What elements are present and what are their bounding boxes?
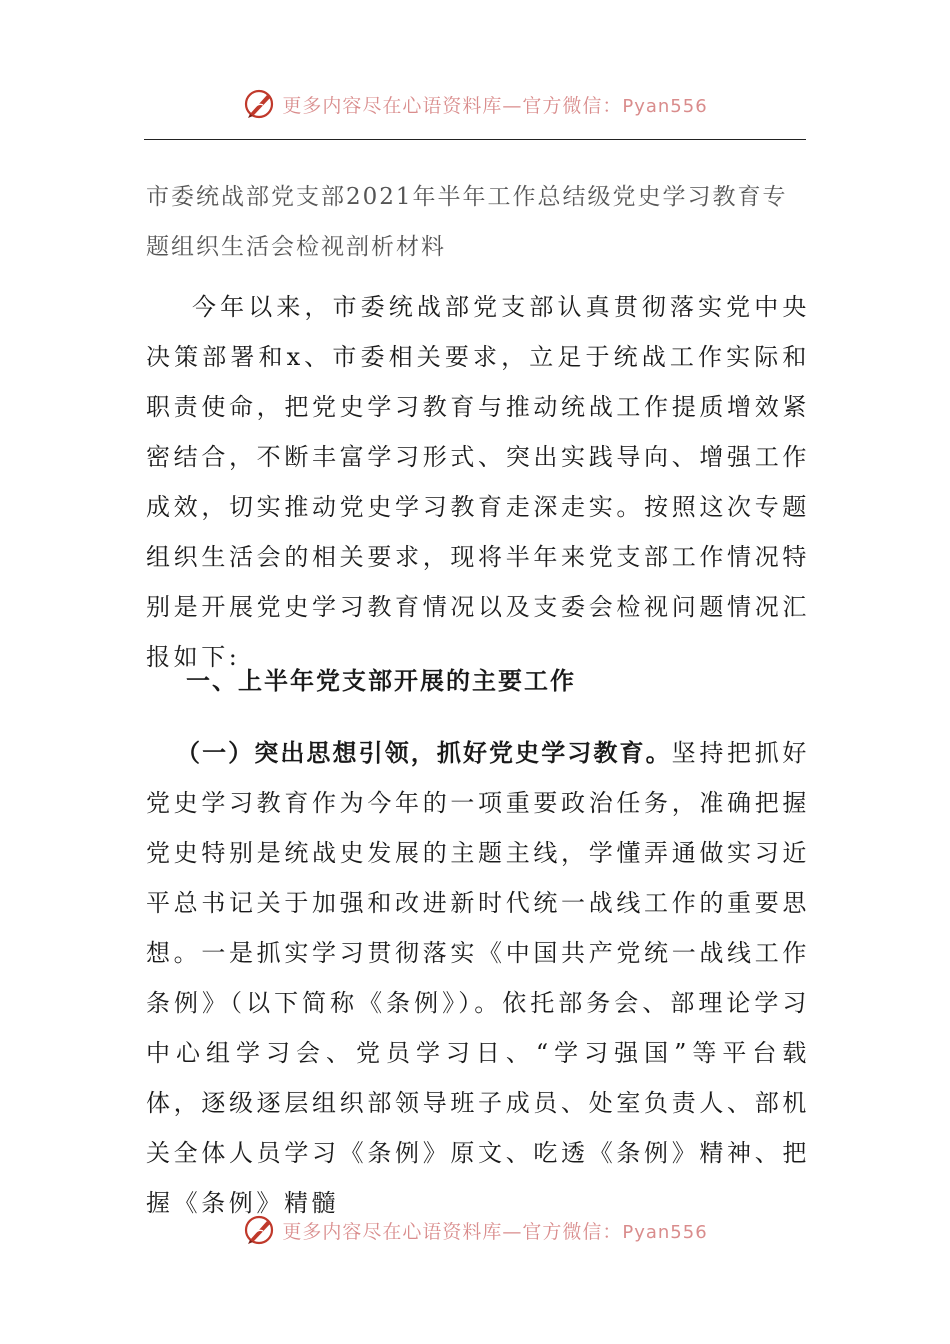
- subsection-body: 坚持把抓好党史学习教育作为今年的一项重要政治任务，准确把握党史特别是统战史发展的主题主线，学懂弄通做实习近平总书记关于加强和改进新时代统一战线工作的重要思想。一是抓实学习贯彻落实《中国共产党统一战线工作条例》（以下简称《条例》）。依托部务会、部理论学习中心组学习会、党员学习日、“学习强国”等平台载体，逐级逐层组织部领导班子成员、处室负责人、部机关全体人员学习《条例》原文、吃透《条例》精神、把握《条例》精髓: [146, 739, 811, 1217]
- watermark-text: 更多内容尽在心语资料库—官方微信：Pyan556: [282, 1220, 708, 1243]
- section-heading: 一、上半年党支部开展的主要工作: [186, 667, 576, 695]
- pen-logo-icon: [242, 87, 276, 121]
- header-divider: [144, 139, 806, 140]
- document-title: 市委统战部党支部2021年半年工作总结级党史学习教育专题组织生活会检视剖析材料: [146, 184, 788, 260]
- intro-paragraph: 今年以来，市委统战部党支部认真贯彻落实党中央决策部署和x、市委相关要求，立足于统战工作实际和职责使命，把党史学习教育与推动统战工作提质增效紧密结合，不断丰富学习形式、突出实践导向、增强工作成效，切实推动党史学习教育走深走实。按照这次专题组织生活会的相关要求，现将半年来党支部工作情况特别是开展党史学习教育情况以及支委会检视问题情况汇报如下:: [146, 293, 810, 671]
- watermark-text: 更多内容尽在心语资料库—官方微信：Pyan556: [282, 94, 708, 117]
- watermark-account: Pyan556: [622, 1221, 708, 1243]
- watermark-account: Pyan556: [622, 95, 708, 117]
- subsection-lead: （一）突出思想引领，抓好党史学习教育。: [176, 739, 672, 767]
- watermark-banner-bottom: [0, 1210, 950, 1250]
- watermark-banner-top: [0, 84, 950, 124]
- pen-logo-icon: [242, 1213, 276, 1247]
- subsection-paragraph: [146, 728, 810, 1228]
